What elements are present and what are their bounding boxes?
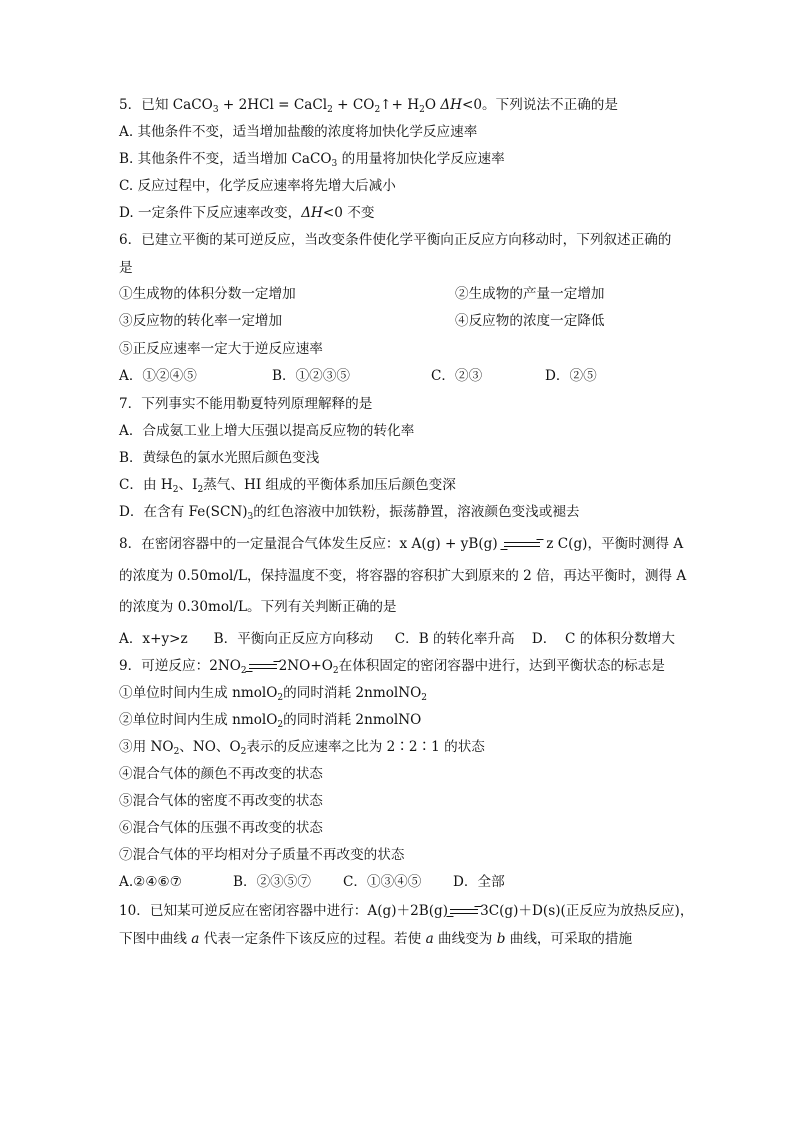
q6-statement-5: ⑤正反应速率一定大于逆反应速率 xyxy=(119,341,323,357)
q9-options xyxy=(119,873,505,891)
q7-option-c: C．由 $H_2$、$I_2$蒸气、HI 组成的平衡体系加压后颜色变深 xyxy=(119,477,456,495)
q9-statement-3: ③用 $NO_2$、NO、$O_2$表示的反应速率之比为 2∶2∶1 的状态 xyxy=(119,739,485,757)
q7-stem: 7．下列事实不能用勒夏特列原理解释的是 xyxy=(119,396,373,412)
q6-option-a: A．①②④⑤ xyxy=(119,368,197,384)
q9-option-a: A.②④⑥⑦ xyxy=(119,874,182,890)
q8-line-1: 8．在密闭容器中的一定量混合气体发生反应：x A(g) + yB(g) z C(g)，平衡时测得 A xyxy=(119,536,684,552)
q5-option-a: A. 其他条件不变，适当增加盐酸的浓度将加快化学反应速率 xyxy=(119,124,478,140)
q7-option-b: B．黄绿色的氯水光照后颜色变浅 xyxy=(119,450,320,466)
q6-option-c: C．②③ xyxy=(431,368,483,384)
q9-stem: 9．可逆反应：$2NO_2$ $2NO+O_2$在体积固定的密闭容器中进行，达到平衡状态的标志是 xyxy=(119,658,665,676)
q9-statement-4: ④混合气体的颜色不再改变的状态 xyxy=(119,766,323,782)
q9-option-d: D．全部 xyxy=(453,874,505,890)
q9-statement-6: ⑥混合气体的压强不再改变的状态 xyxy=(119,820,323,836)
q7-option-a: A．合成氨工业上增大压强以提高反应物的转化率 xyxy=(119,423,415,439)
q5-stem: 5．已知 CaCO$_3$ + 2HCl = CaCl$_2$ + $CO_2↑+ H_2O$ ΔH<0。下列说法不正确的是 xyxy=(119,97,618,115)
q6-statements-row1: ①生成物的体积分数一定增加 xyxy=(119,286,296,302)
q5-option-d: D. 一定条件下反应速率改变，ΔH<0 不变 xyxy=(119,205,375,221)
q9-statement-2: ②单位时间内生成 nmolO$_2$的同时消耗 2nmolNO xyxy=(119,712,422,730)
equilibrium-arrow-icon xyxy=(450,906,478,918)
q9-option-b: B．②③⑤⑦ xyxy=(233,874,311,890)
q8-line-3: 的浓度为 0.30mol/L。下列有关判断正确的是 xyxy=(119,599,397,615)
q7-option-d: D．在含有 $Fe(SCN)_3$的红色溶液中加铁粉，振荡静置，溶液颜色变浅或褪去 xyxy=(119,504,580,522)
q6-stem: 6．已建立平衡的某可逆反应，当改变条件使化学平衡向正反应方向移动时，下列叙述正确的是 xyxy=(119,232,672,276)
q10-line-1: 10．已知某可逆反应在密闭容器中进行：A(g)＋2B(g) 3C(g)＋D(s)(正反应为放热反应)， xyxy=(119,903,694,919)
q6-statement-3: ③反应物的转化率一定增加 xyxy=(119,313,283,329)
q6-statement-2: ②生成物的产量一定增加 xyxy=(455,286,605,302)
q10-line-2: 下图中曲线 a 代表一定条件下该反应的过程。若使 a 曲线变为 b 曲线，可采取的措施 xyxy=(119,931,633,947)
q8-options: A．x+y>z B．平衡向正反应方向移动 C．B 的转化率升高 D． C 的体积分数增大 xyxy=(119,631,675,647)
q9-statement-1: ①单位时间内生成 nmolO$_2$的同时消耗 2nmolNO$_2$ xyxy=(119,685,428,703)
q6-options xyxy=(119,367,597,385)
q6-option-d: D．②⑤ xyxy=(545,368,597,384)
equilibrium-arrow-icon xyxy=(504,539,540,551)
q9-statement-7: ⑦混合气体的平均相对分子质量不再改变的状态 xyxy=(119,847,405,863)
q9-option-c: C．①③④⑤ xyxy=(343,874,422,890)
q5-option-b: B. 其他条件不变，适当增加 CaCO$_3$ 的用量将加快化学反应速率 xyxy=(119,151,505,169)
q6-statement-4: ④反应物的浓度一定降低 xyxy=(455,313,605,329)
q5-option-c: C. 反应过程中，化学反应速率将先增大后减小 xyxy=(119,178,396,194)
q8-line-2: 的浓度为 0.50mol/L，保持温度不变，将容器的容积扩大到原来的 2 倍，再达平衡时，测得 A xyxy=(119,568,687,584)
q9-statement-5: ⑤混合气体的密度不再改变的状态 xyxy=(119,793,323,809)
q6-option-b: B．①②③⑤ xyxy=(272,368,350,384)
equilibrium-arrow-icon xyxy=(249,661,277,673)
